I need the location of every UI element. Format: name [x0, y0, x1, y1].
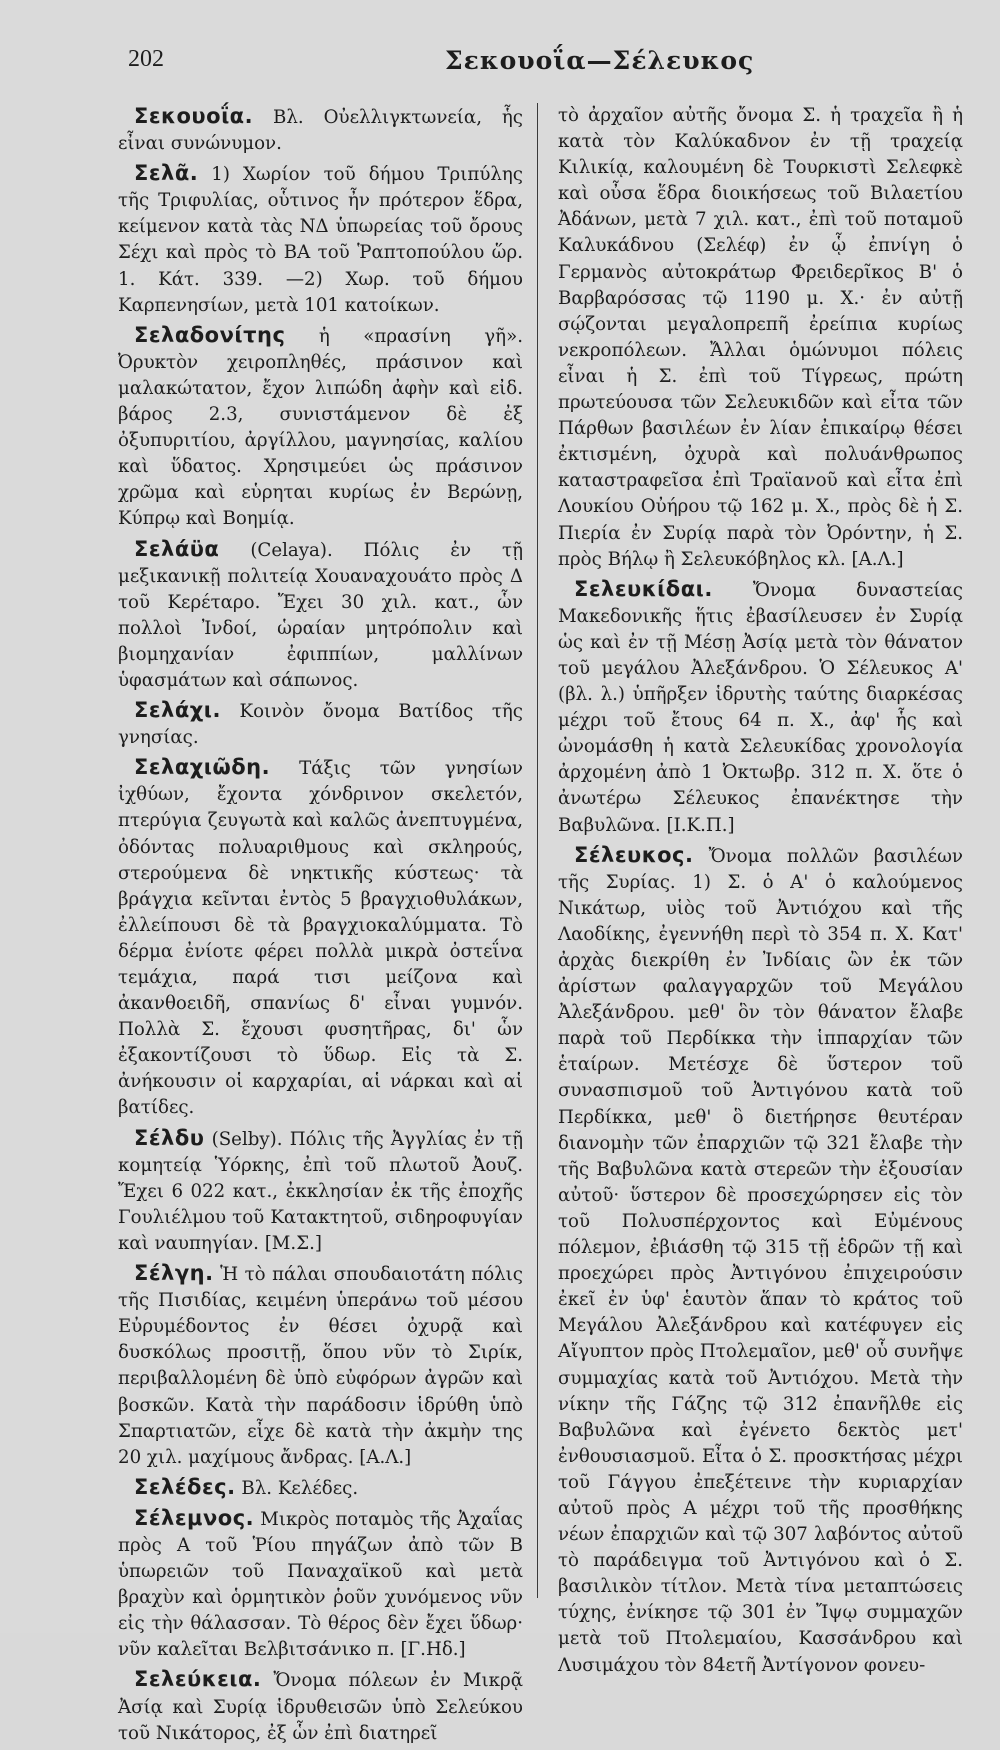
entry-headword: Σεκουοΐα.	[134, 104, 254, 128]
entry-text: Ὄνομα δυναστείας Μακεδονικῆς ἥτις ἐβασίλευσεν ἐν Συρίᾳ ὡς καὶ ἐν τῇ Μέσῃ Ἀσίᾳ μετὰ τὸν θάνατον τοῦ μεγάλου Ἀλεξάνδρου. Ὁ Σέλευκος Α' (βλ. λ.) ὑπῆρξεν ἱδρυτὴς ταύτης διαρκέσας μέχρι τοῦ ἔτους 64 π. Χ., ἀφ' ἧς καὶ ὠνομάσθη ἡ κατὰ Σελευκίδας χρονολογία ἀρχομένη ἀπὸ 1 Ὀκτωβρ. 312 π. Χ. ὅτε ὁ ἀνωτέρω Σέλευκος ἐπανέκτησε τὴν Βαβυλῶνα. [Ι.Κ.Π.]	[558, 579, 963, 836]
entry-text: 1) Χωρίον τοῦ δήμου Τριπύλης τῆς Τριφυλίας, οὗτινος ἦν πρότερον ἕδρα, κείμενον κατὰ τὰς ΝΔ ὑπωρείας τοῦ ὄρους Σέχι καὶ πρὸς τὸ ΒΑ τοῦ Ῥαπτοπούλου ὥρ. 1. Κάτ. 339. —2) Χωρ. τοῦ δήμου Καρπενησίων, μετὰ 101 κατοίκων.	[118, 164, 523, 316]
dictionary-entry	[118, 754, 523, 1121]
dictionary-entry	[558, 576, 963, 839]
dictionary-entry	[118, 1125, 523, 1257]
entry-text: Μικρὸς ποταμὸς τῆς Ἀχαΐας πρὸς Α τοῦ Ῥίου πηγάζων ἀπὸ τῶν Β ὑπωρειῶν τοῦ Παναχαϊκοῦ καὶ μετὰ βραχὺν καὶ ὁρμητικὸν ῥοῦν χυνόμενος νῦν εἰς τὴν θάλασσαν. Τὸ θέρος δὲν ἔχει ὕδωρ· νῦν καλεῖται Βελβιτσάνικο π. [Γ.Ηδ.]	[118, 1508, 523, 1661]
dictionary-entry	[558, 103, 963, 573]
left-column	[118, 103, 523, 1750]
dictionary-entry	[118, 1666, 523, 1746]
dictionary-entry	[118, 697, 523, 751]
entry-text: (Selby). Πόλις τῆς Ἀγγλίας ἐν τῇ κομητείᾳ Ὑόρκης, ἐπὶ τοῦ πλωτοῦ Ἀουζ. Ἔχει 6 022 κατ., ἐκκλησίαν ἐκ τῆς ἐποχῆς Γουλιέλμου τοῦ Κατακτητοῦ, σιδηροφυγίαν καὶ ναυπηγίαν. [Μ.Σ.]	[118, 1128, 523, 1254]
entry-headword: Σελέδες.	[134, 1474, 236, 1499]
entry-headword: Σελάχι.	[134, 698, 221, 723]
running-title: Σεκουοΐα—Σέλευκος	[445, 46, 755, 75]
entry-headword: Σελάϋα	[134, 536, 220, 561]
dictionary-entry	[118, 1260, 523, 1471]
entry-text: Βλ. Οὐελλιγκτωνεία, ἧς εἶναι συνώνυμον.	[118, 107, 523, 155]
entry-headword: Σέλγη.	[134, 1261, 214, 1286]
entry-headword: Σελεύκεια.	[134, 1667, 262, 1692]
dictionary-entry	[118, 1474, 523, 1502]
dictionary-entry	[118, 160, 523, 319]
dictionary-entry	[118, 1505, 523, 1664]
page-header	[120, 38, 960, 78]
entry-headword: Σέλευκος.	[574, 842, 694, 867]
entry-text: Κοινὸν ὄνομα Βατίδος τῆς γνησίας.	[118, 701, 523, 749]
entry-headword: Σέλδυ	[134, 1125, 205, 1150]
right-column	[558, 103, 963, 1682]
entry-text: Τάξις τῶν γνησίων ἰχθύων, ἔχοντα χόνδρινον σκελετόν, πτερύγια ζευγωτὰ καὶ καλῶς ἀνεπτυγμένα, ὀδόντας πολυαριθμους καὶ σκληρούς, στερούμενα δὲ νηκτικῆς κύστεως· τὰ βράγχια κεῖνται ἐντὸς 5 βραγχιοθυλάκων, ἐλλείπουσι δὲ τὰ βραγχιοκαλύμματα. Τὸ δέρμα ἐνίοτε φέρει πολλὰ μικρὰ ὀστεΐνα τεμάχια, παρά τισι μείζονα καὶ ἀκανθοειδῆ, σπανίως δ' εἶναι γυμνόν. Πολλὰ Σ. ἔχουσι φυσητῆρας, δι' ὧν ἐξακοντίζουσι τὸ ὕδωρ. Εἰς τὰ Σ. ἀνήκουσιν οἱ καρχαρίαι, αἱ νάρκαι καὶ αἱ βατίδες.	[118, 758, 523, 1119]
entry-headword: Σελαχιῶδη.	[134, 755, 271, 780]
entry-text: (Celaya). Πόλις ἐν τῇ μεξικανικῇ πολιτείᾳ Χουαναχουάτο πρὸς Δ τοῦ Κερέταρο. Ἔχει 30 χιλ. κατ., ὧν πολλοὶ Ἰνδοί, ὡραίαν μητρόπολιν καὶ βιομηχανίαν ἐφιππίων, μαλλίνων ὑφασμάτων καὶ σάπωνος.	[118, 539, 523, 691]
entry-headword: Σελαδονίτης	[134, 322, 286, 347]
dictionary-entry	[118, 536, 523, 695]
dictionary-entry	[558, 842, 963, 1679]
entry-text: τὸ ἀρχαῖον αὐτῆς ὄνομα Σ. ἡ τραχεῖα ἢ ἡ κατὰ τὸν Καλύκαδνον ἐν τῇ τραχείᾳ Κιλικίᾳ, καλουμένη δὲ Τουρκιστὶ Σελεφκὲ καὶ οὖσα ἕδρα διοικήσεως τοῦ Βιλαετίου Ἀδάνων, μετὰ 7 χιλ. κατ., ἐπὶ τοῦ ποταμοῦ Καλυκάδνου (Σελέφ) ἐν ᾧ ἐπνίγη ὁ Γερμανὸς αὐτοκράτωρ Φρειδερῖκος Β' ὁ Βαρβαρόσσας τῷ 1190 μ. Χ.· ἐν αὐτῇ σῴζονται μεγαλοπρεπῆ ἐρείπια κυρίως νεκροπόλεων. Ἄλλαι ὁμώνυμοι πόλεις εἶναι ἡ Σ. ἐπὶ τοῦ Τίγρεως, πρώτη πρωτεύουσα τῶν Σελευκιδῶν καὶ εἶτα τῶν Πάρθων βασιλέων ἐν λίαν ἐπικαίρῳ θέσει ἐκτισμένη, ὀχυρὰ καὶ πολυάνθρωπος καταστραφεῖσα ἐπὶ Τραϊανοῦ καὶ εἶτα ἐπὶ Λουκίου Οὐήρου τῷ 162 μ. Χ., πρὸς δὲ ἡ Σ. Πιερία ἐν Συρίᾳ παρὰ τὸν Ὀρόντην, ἡ Σ. πρὸς Βήλῳ ἢ Σελευκόβηλος κλ. [Α.Λ.]	[558, 105, 963, 570]
entry-headword: Σελευκίδαι.	[574, 576, 713, 601]
entry-text: Ὄνομα πόλεων ἐν Μικρᾷ Ἀσίᾳ καὶ Συρίᾳ ἱδρυθεισῶν ὑπὸ Σελεύκου τοῦ Νικάτορος, ἐξ ὧν ἐπὶ διατηρεῖ	[118, 1670, 523, 1744]
dictionary-entry	[118, 322, 523, 533]
entry-text: ἡ «πρασίνη γῆ». Ὀρυκτὸν χειροπληθές, πράσινον καὶ μαλακώτατον, ἔχον λιπώδη ἀφὴν καὶ εἰδ. βάρος 2.3, συνιστάμενον δὲ ἐξ ὀξυπυριτίου, ἀργίλλου, μαγνησίας, καλίου καὶ ὕδατος. Χρησιμεύει ὡς πράσινον χρῶμα καὶ εὑρηται κυρίως ἐν Βερώνῃ, Κύπρῳ καὶ Βοημίᾳ.	[118, 325, 523, 530]
entry-text: Βλ. Κελέδες.	[241, 1477, 359, 1499]
page-number: 202	[128, 46, 164, 72]
column-divider	[537, 103, 538, 1598]
dictionary-entry	[118, 103, 523, 157]
entry-headword: Σέλεμνος.	[134, 1505, 255, 1530]
entry-text: Ἡ τὸ πάλαι σπουδαιοτάτη πόλις τῆς Πισιδίας, κειμένη ὑπεράνω τοῦ μέσου Εὐρυμέδοντος ἐν θέσει ὀχυρᾷ καὶ δυσκόλως προσιτῇ, ὅπου νῦν τὸ Σιρίκ, περιβαλλομένη δὲ ὑπὸ εὐφόρων ἀγρῶν καὶ βοσκῶν. Κατὰ τὴν παράδοσιν ἱδρύθη ὑπὸ Σπαρτιατῶν, εἶχε δὲ κατὰ τὴν ἀκμὴν της 20 χιλ. μαχίμους ἄνδρας. [Α.Λ.]	[118, 1264, 523, 1468]
entry-headword: Σελᾶ.	[134, 161, 199, 186]
entry-text: Ὄνομα πολλῶν βασιλέων τῆς Συρίας. 1) Σ. ὁ Α' ὁ καλούμενος Νικάτωρ, υἱὸς τοῦ Ἀντιόχου καὶ τῆς Λαοδίκης, ἐγεννήθη περὶ τὸ 354 π. Χ. Κατ' ἀρχὰς διεκρίθη ἐν Ἰνδίαις ὢν ἐκ τῶν ἀρίστων φαλαγγαρχῶν τοῦ Μεγάλου Ἀλεξάνδρου. μεθ' ὃν τὸν θάνατον ἔλαβε παρὰ τοῦ Περδίκκα τὴν ἱππαρχίαν τῶν ἑταίρων. Μετέσχε δὲ ὕστερον τοῦ συνασπισμοῦ τοῦ Ἀντιγόνου κατὰ τοῦ Περδίκκα, μεθ' ὃ διετήρησε θευτέραν διανομὴν τῶν ἐπαρχιῶν τῷ 321 ἔλαβε τὴν τῆς Βαβυλῶνα κατὰ στερεῶν τὴν ἐξουσίαν αὐτοῦ· ὕστερον δὲ προσεχώρησεν εἰς τὸν τοῦ Πολυσπέρχοντος καὶ Εὐμένους πόλεμον, ἐβιάσθη τῷ 315 τῇ ἑδρῶν τῇ καὶ προεχώρει πρὸς Ἀντιγόνου ἐπιχειρούσιν ἐκεῖ ἐν ὑφ' ἑαυτὸν ἅπαν τὸ κράτος τοῦ Μεγάλου Ἀλεξάνδρου καὶ κατέφυγεν εἰς Αἴγυπτον πρὸς Πτολεμαῖον, μεθ' οὗ συνῆψε συμμαχίας κατὰ τοῦ Ἀντιόχου. Μετὰ τὴν νίκην τῆς Γάζης τῷ 312 ἐπανῆλθε εἰς Βαβυλῶνα καὶ ἐγένετο δεκτὸς μετ' ἐνθουσιασμοῦ. Εἶτα ὁ Σ. προσκτήσας μέχρι τοῦ Γάγγου ἐπεξέτεινε τὴν κυριαρχίαν αὐτοῦ πρὸς Α μέχρι τοῦ τῆς προσθήκης νέων ἐπαρχιῶν καὶ τῷ 307 λαβόντος αὐτοῦ τὸ παράδειγμα τοῦ Ἀντιγόνου καὶ ὁ Σ. βασιλικὸν τίτλον. Μετὰ τίνα μεταπτώσεις τύχης, ἐνίκησε τῷ 301 ἐν Ἴψῳ συμμαχῶν μετὰ τοῦ Πτολεμαίου, Κασσάνδρου καὶ Λυσιμάχου τὸν 84ετῆ Ἀντίγονον φονευ-	[558, 845, 963, 1676]
